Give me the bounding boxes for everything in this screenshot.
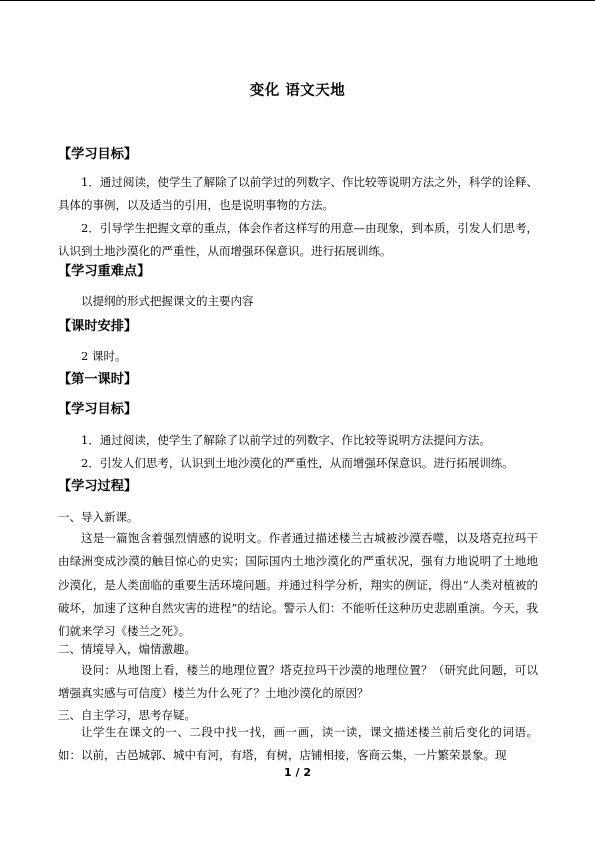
schedule-text: 2 课时。 — [81, 349, 127, 363]
goal-item-2: 2．引导学生把握文章的重点，体会作者这样写的用意—由现象，到本质，引发人们思考，认识到土地沙漠化的严重性，从而增强环保意识。进行拓展训练。 — [58, 221, 538, 259]
step1-text: 这是一篇饱含着强烈情感的说明文。作者通过描述楼兰古城被沙漠吞噬，以及塔克拉玛干由绿洲变成沙漠的触目惊心的史实；国际国内土地沙漠化的严重状况，强有力地说明了土地地沙漠化，是人类面临的重要生活环境问题。并通过科学分析，翔实的例证，得出“人类对植被的破坏，加速了这种自然灾害的进程”的结论。警示人们：不能听任这种历史悲剧重演。今天，我们就来学习《楼兰之死》。 — [58, 531, 538, 639]
step3-text: 让学生在课文的一、二段中找一找，画一画，读一读，课文描述楼兰前后变化的词语。如：以前，古邑城郭、城中有河，有塔，有树，店铺相接，客商云集，一片繁荣景象。现 — [58, 725, 538, 763]
section-heading-difficulty: 【学习重难点】 — [58, 264, 151, 279]
step2-text: 设问：从地图上看，楼兰的地理位置？塔克拉玛干沙漠的地理位置？（研究此问题，可以增强真实感与可信度）楼兰为什么死了？土地沙漠化的原因？ — [58, 663, 538, 701]
section-heading-process: 【学习过程】 — [58, 479, 138, 494]
page-title: 变化 语文天地 — [249, 83, 346, 99]
section-heading-schedule: 【课时安排】 — [58, 319, 138, 334]
goal-item-1: 1．通过阅读，使学生了解除了以前学过的列数字、作比较等说明方法之外，科学的诠释、具体的事例，以及适当的引用，也是说明事物的方法。 — [58, 175, 538, 213]
step3-title: 三、自主学习，思考存疑。 — [58, 708, 196, 722]
section-heading-goals: 【学习目标】 — [58, 147, 138, 162]
top-rule — [0, 0, 595, 1]
goal2-item-2: 2．引发人们思考，认识到土地沙漠化的严重性，从而增强环保意识。进行拓展训练。 — [81, 456, 514, 470]
difficulty-text: 以提纲的形式把握课文的主要内容 — [81, 294, 254, 308]
section-heading-goals-2: 【学习目标】 — [58, 402, 138, 417]
section-heading-first-lesson: 【第一课时】 — [58, 372, 138, 387]
step2-title: 二、情境导入，煽情激趣。 — [58, 642, 196, 656]
page-number: 1 / 2 — [284, 766, 311, 779]
step1-title: 一、导入新课。 — [58, 510, 139, 524]
goal2-item-1: 1．通过阅读，使学生了解除了以前学过的列数字、作比较等说明方法提问方法。 — [81, 433, 491, 447]
